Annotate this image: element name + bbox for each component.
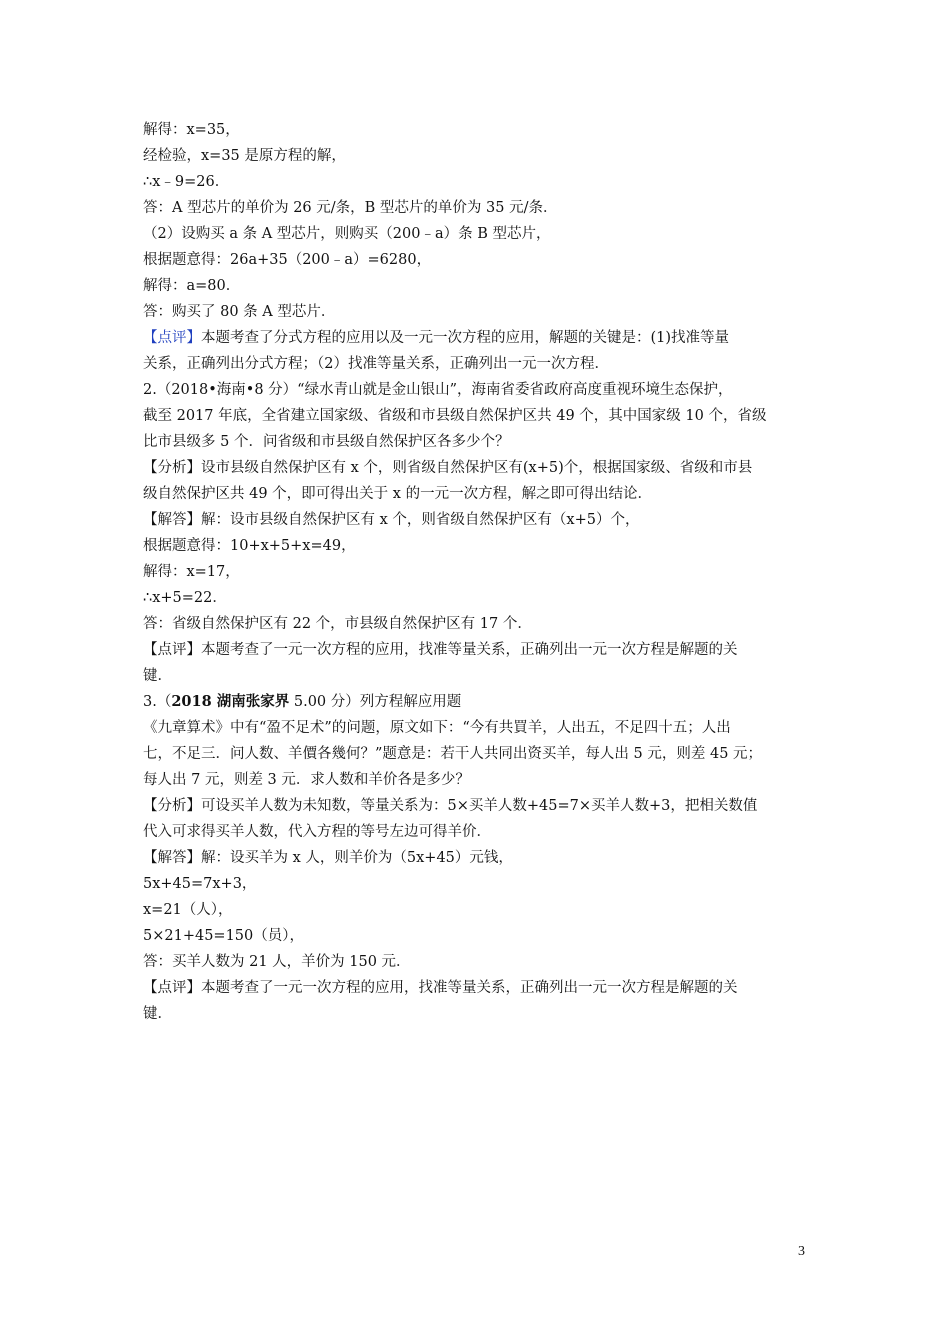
text-line: 代入可求得买羊人数，代入方程的等号左边可得羊价．	[143, 824, 491, 840]
text-line: 每人出 7 元，则差 3 元．求人数和羊价各是多少？	[143, 772, 470, 788]
text-line: 解得：x=17，	[143, 564, 240, 580]
text-line: 【点评】本题考查了一元一次方程的应用，找准等量关系，正确列出一元一次方程是解题的关	[143, 642, 738, 658]
text-line: 经检验，x=35 是原方程的解，	[143, 148, 346, 164]
text-line: 答：省级自然保护区有 22 个，市县级自然保护区有 17 个．	[143, 616, 532, 632]
text-line: 5×21+45=150（员），	[143, 928, 305, 944]
comment-tag: 【点评】	[143, 330, 201, 346]
text-line: 答：A 型芯片的单价为 26 元/条，B 型芯片的单价为 35 元/条．	[143, 200, 558, 216]
text-line: 七，不足三．问人数、羊價各幾何？”题意是：若干人共同出资买羊，每人出 5 元，则差 45 元；	[143, 746, 763, 762]
text-line: 截至 2017 年底，全省建立国家级、省级和市县级自然保护区共 49 个，其中国家级 10 个，省级	[143, 408, 767, 424]
text-line: 【解答】解：设市县级自然保护区有 x 个，则省级自然保护区有（x+5）个，	[143, 512, 640, 528]
problem-heading-suffix: 5.00 分）列方程解应用题	[289, 694, 462, 710]
problem-heading-prefix: 3.（	[143, 694, 172, 710]
text-line: 2.（2018•海南•8 分）“绿水青山就是金山银山”，海南省委省政府高度重视环境生态保护，	[143, 382, 733, 398]
text-line: 【解答】解：设买羊为 x 人，则羊价为（5x+45）元钱，	[143, 850, 513, 866]
text-line: 答：买羊人数为 21 人，羊价为 150 元．	[143, 954, 411, 970]
text-line: 键．	[143, 1006, 172, 1022]
text-line: 关系，正确列出分式方程；（2）找准等量关系，正确列出一元一次方程．	[143, 356, 609, 372]
page-content	[143, 117, 811, 1027]
text-line: 键．	[143, 668, 172, 684]
problem-heading-source: 2018 湖南张家界	[171, 693, 290, 710]
text-line: 5x+45=7x+3，	[143, 876, 257, 892]
text-line: 《九章算术》中有“盈不足术”的问题，原文如下：“今有共買羊，人出五，不足四十五；人出	[143, 720, 731, 736]
text-line: 根据题意得：10+x+5+x=49，	[143, 538, 356, 554]
text-line: 比市县级多 5 个．问省级和市县级自然保护区各多少个？	[143, 434, 510, 450]
text-line: 【分析】设市县级自然保护区有 x 个，则省级自然保护区有(x+5)个，根据国家级、省级和市县	[143, 460, 753, 476]
text-line: （2）设购买 a 条 A 型芯片，则购买（200﹣a）条 B 型芯片，	[143, 226, 551, 242]
text-line: 【分析】可设买羊人数为未知数，等量关系为：5×买羊人数+45=7×买羊人数+3，把相关数值	[143, 798, 758, 814]
text-line: 答：购买了 80 条 A 型芯片．	[143, 304, 336, 320]
problem-heading	[143, 689, 811, 715]
comment-text: 本题考查了分式方程的应用以及一元一次方程的应用，解题的关键是：(1)找准等量	[201, 330, 730, 346]
text-line: 【点评】本题考查了一元一次方程的应用，找准等量关系，正确列出一元一次方程是解题的关	[143, 980, 738, 996]
text-line: ∴x﹣9=26．	[143, 174, 230, 190]
text-line: 根据题意得：26a+35（200﹣a）=6280，	[143, 252, 432, 268]
page-number: 3	[798, 1244, 805, 1259]
text-line: ∴x+5=22．	[143, 590, 227, 606]
comment-line	[143, 325, 811, 351]
text-line: 级自然保护区共 49 个，即可得出关于 x 的一元一次方程，解之即可得出结论．	[143, 486, 653, 502]
text-line: 解得：x=35，	[143, 122, 240, 138]
text-line: 解得：a=80．	[143, 278, 241, 294]
text-line: x=21（人），	[143, 902, 233, 918]
